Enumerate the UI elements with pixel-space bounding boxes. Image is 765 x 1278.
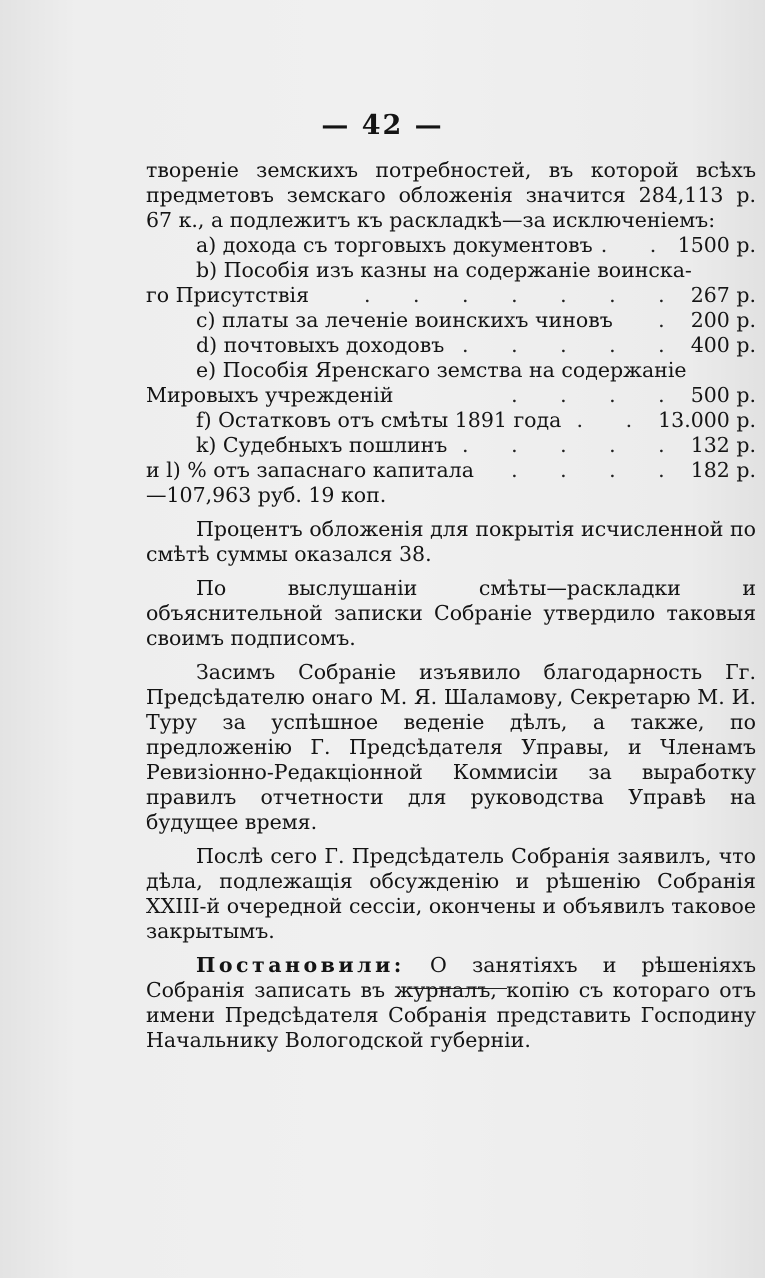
resolution-lead: Постановили: bbox=[196, 953, 405, 977]
page-number: — 42 — bbox=[321, 110, 444, 141]
list-item: c) платы за леченіе воинскихъ чиновъ . 200 р. bbox=[196, 308, 756, 332]
paragraph: Процентъ обложенія для покрытія исчисленной по смѣтѣ суммы оказался 38. bbox=[146, 517, 756, 566]
list-item: d) почтовыхъ доходовъ . . . . . 400 р. bbox=[196, 333, 756, 357]
list-item: Мировыхъ учрежденій . . . . 500 р. bbox=[146, 383, 756, 407]
list-item: k) Судебныхъ пошлинъ . . . . . 132 р. bbox=[196, 433, 756, 457]
paragraph: Засимъ Собраніе изъявило благодарность Гг. Предсѣдателю онаго М. Я. Шаламову, Секретарю М. И. Туру за успѣшное веденіе дѣлъ, а также, по предложенію Г. Предсѣдателя Управы, и Членамъ Ревизіонно-Редакціонной Коммисіи за выработку правилъ отчетности для руководства Управѣ на будущее время. bbox=[146, 660, 756, 834]
paragraph: По выслушаніи смѣты—раскладки и объяснительной записки Собраніе утвердило таковыя своимъ подписомъ. bbox=[146, 576, 756, 650]
resolution-text: О занятіяхъ и рѣшеніяхъ Собранія записать въ журналъ, копію съ котораго отъ имени Предсѣдателя Собранія представить Господину Начальнику Вологодской губерніи. bbox=[146, 953, 756, 1052]
list-item-line1: b) Пособія изъ казны на содержаніе воинска- bbox=[196, 258, 692, 282]
list-item: f) Остатковъ отъ смѣты 1891 года . . 13.000 р. bbox=[196, 408, 756, 432]
list-item-line1: e) Пособія Яренскаго земства на содержаніе bbox=[196, 358, 687, 382]
deductions-list bbox=[146, 233, 756, 483]
intro-paragraph: твореніе земскихъ потребностей, въ которой всѣхъ предметовъ земскаго обложенія значится 284,113 р. 67 к., а подлежитъ къ раскладкѣ—за исключеніемъ: bbox=[146, 158, 756, 232]
list-item: и l) % отъ запаснаго капитала . . . . 182 р. bbox=[146, 458, 756, 482]
total-line: —107,963 руб. 19 коп. bbox=[146, 483, 387, 507]
page-body bbox=[146, 158, 756, 1053]
list-item: a) дохода съ торговыхъ документовъ . . 1500 р. bbox=[196, 233, 756, 257]
closing-rule bbox=[407, 988, 507, 989]
resolution-paragraph bbox=[146, 953, 756, 1053]
list-item: го Присутствія . . . . . . . 267 р. bbox=[146, 283, 756, 307]
paragraph: Послѣ сего Г. Предсѣдатель Собранія заявилъ, что дѣла, подлежащія обсужденію и рѣшенію Собранія XXIII-й очередной сессіи, окончены и объявилъ таковое закрытымъ. bbox=[146, 844, 756, 943]
